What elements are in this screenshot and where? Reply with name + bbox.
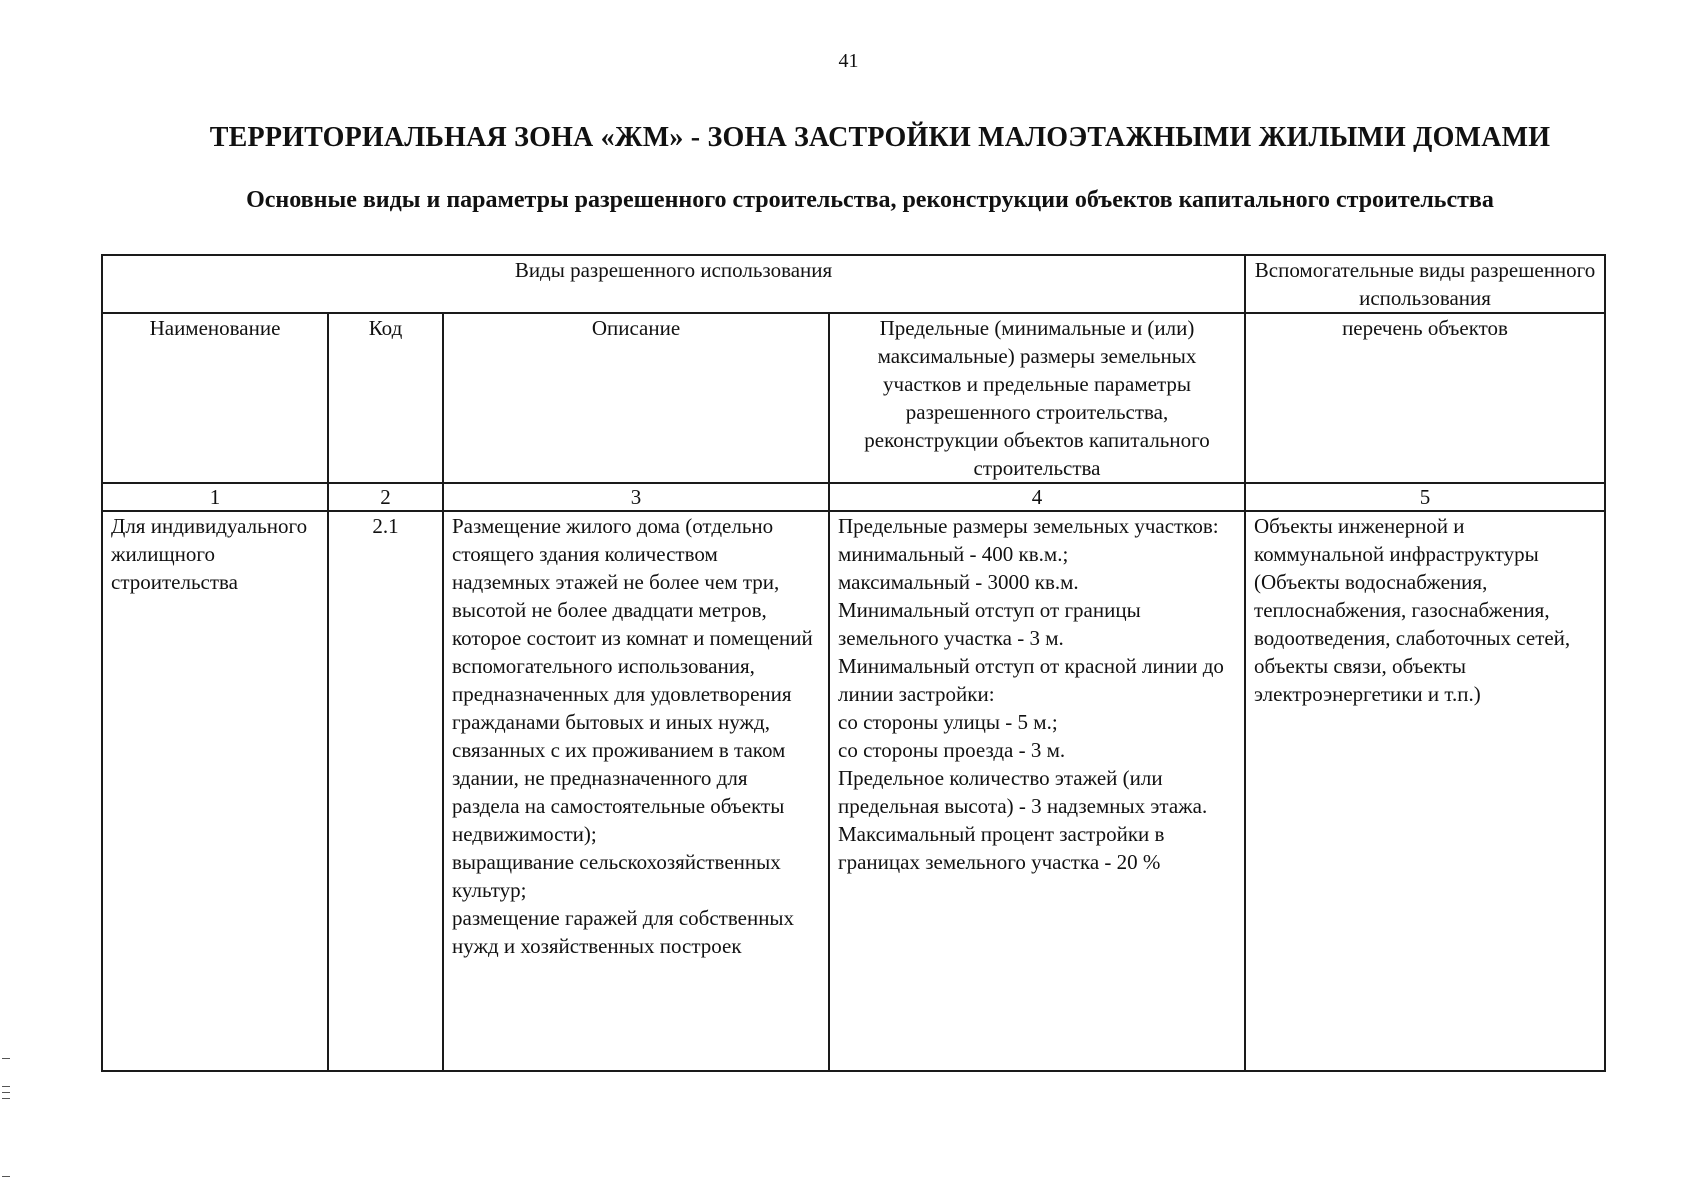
row-auxiliary-objects-cell: Объекты инженерной и коммунальной инфраструктуры (Объекты водоснабжения, теплоснабжения, газоснабжения, водоотведения, слаботочных сетей, объекты связи, объекты электроэнергетики и т.п.) [1245, 511, 1605, 1071]
column-header-name: Наименование [102, 313, 328, 483]
column-header-object-list: перечень объектов [1245, 313, 1605, 483]
column-number: 2 [328, 483, 443, 511]
section-subtitle: Основные виды и параметры разрешенного строительства, реконструкции объектов капитального строительства [246, 187, 1494, 213]
column-header-code: Код [328, 313, 443, 483]
scan-edge-mark [2, 1176, 10, 1177]
row-description-cell: Размещение жилого дома (отдельно стоящего здания количеством надземных этажей не более чем три, высотой не более двадцати метров, которое состоит из комнат и помещений вспомогательного использования, предназначенных для удовлетворения гражданами бытовых и иных нужд, связанных с их проживанием в таком здании, не предназначенного для раздела на самостоятельные объекты недвижимости); выращивание сельскохозяйственных культур; размещение гаражей для собственных нужд и хозяйственных построек [443, 511, 829, 1071]
table-row [102, 511, 1605, 1071]
scan-edge-mark [2, 1092, 10, 1093]
column-number-row [102, 483, 1605, 511]
column-number: 4 [829, 483, 1245, 511]
scan-edge-mark [2, 1098, 10, 1099]
column-header-row [102, 313, 1605, 483]
row-name-cell: Для индивидуального жилищного строительства [102, 511, 328, 1071]
scan-edge-mark [2, 1086, 10, 1087]
row-parameters-cell: Предельные размеры земельных участков: минимальный - 400 кв.м.; максимальный - 3000 кв.м. Минимальный отступ от границы земельного участка - 3 м. Минимальный отступ от красной линии до линии застройки: со стороны улицы - 5 м.; со стороны проезда - 3 м. Предельное количество этажей (или предельная высота) - 3 надземных этажа. Максимальный процент застройки в границах земельного участка - 20 % [829, 511, 1245, 1071]
permitted-use-table [101, 254, 1606, 1072]
scan-edge-mark [2, 1058, 10, 1059]
group-header-main: Виды разрешенного использования [102, 255, 1245, 313]
zone-title: ТЕРРИТОРИАЛЬНАЯ ЗОНА «ЖМ» - ЗОНА ЗАСТРОЙКИ МАЛОЭТАЖНЫМИ ЖИЛЫМИ ДОМАМИ [209, 122, 1551, 153]
column-header-description: Описание [443, 313, 829, 483]
group-header-row [102, 255, 1605, 313]
column-number: 1 [102, 483, 328, 511]
row-code-cell: 2.1 [328, 511, 443, 1071]
group-header-auxiliary: Вспомогательные виды разрешенного использования [1245, 255, 1605, 313]
column-number: 3 [443, 483, 829, 511]
column-header-parameters: Предельные (минимальные и (или) максимальные) размеры земельных участков и предельные параметры разрешенного строительства, реконструкции объектов капитального строительства [829, 313, 1245, 483]
page-number: 41 [838, 50, 859, 72]
column-number: 5 [1245, 483, 1605, 511]
